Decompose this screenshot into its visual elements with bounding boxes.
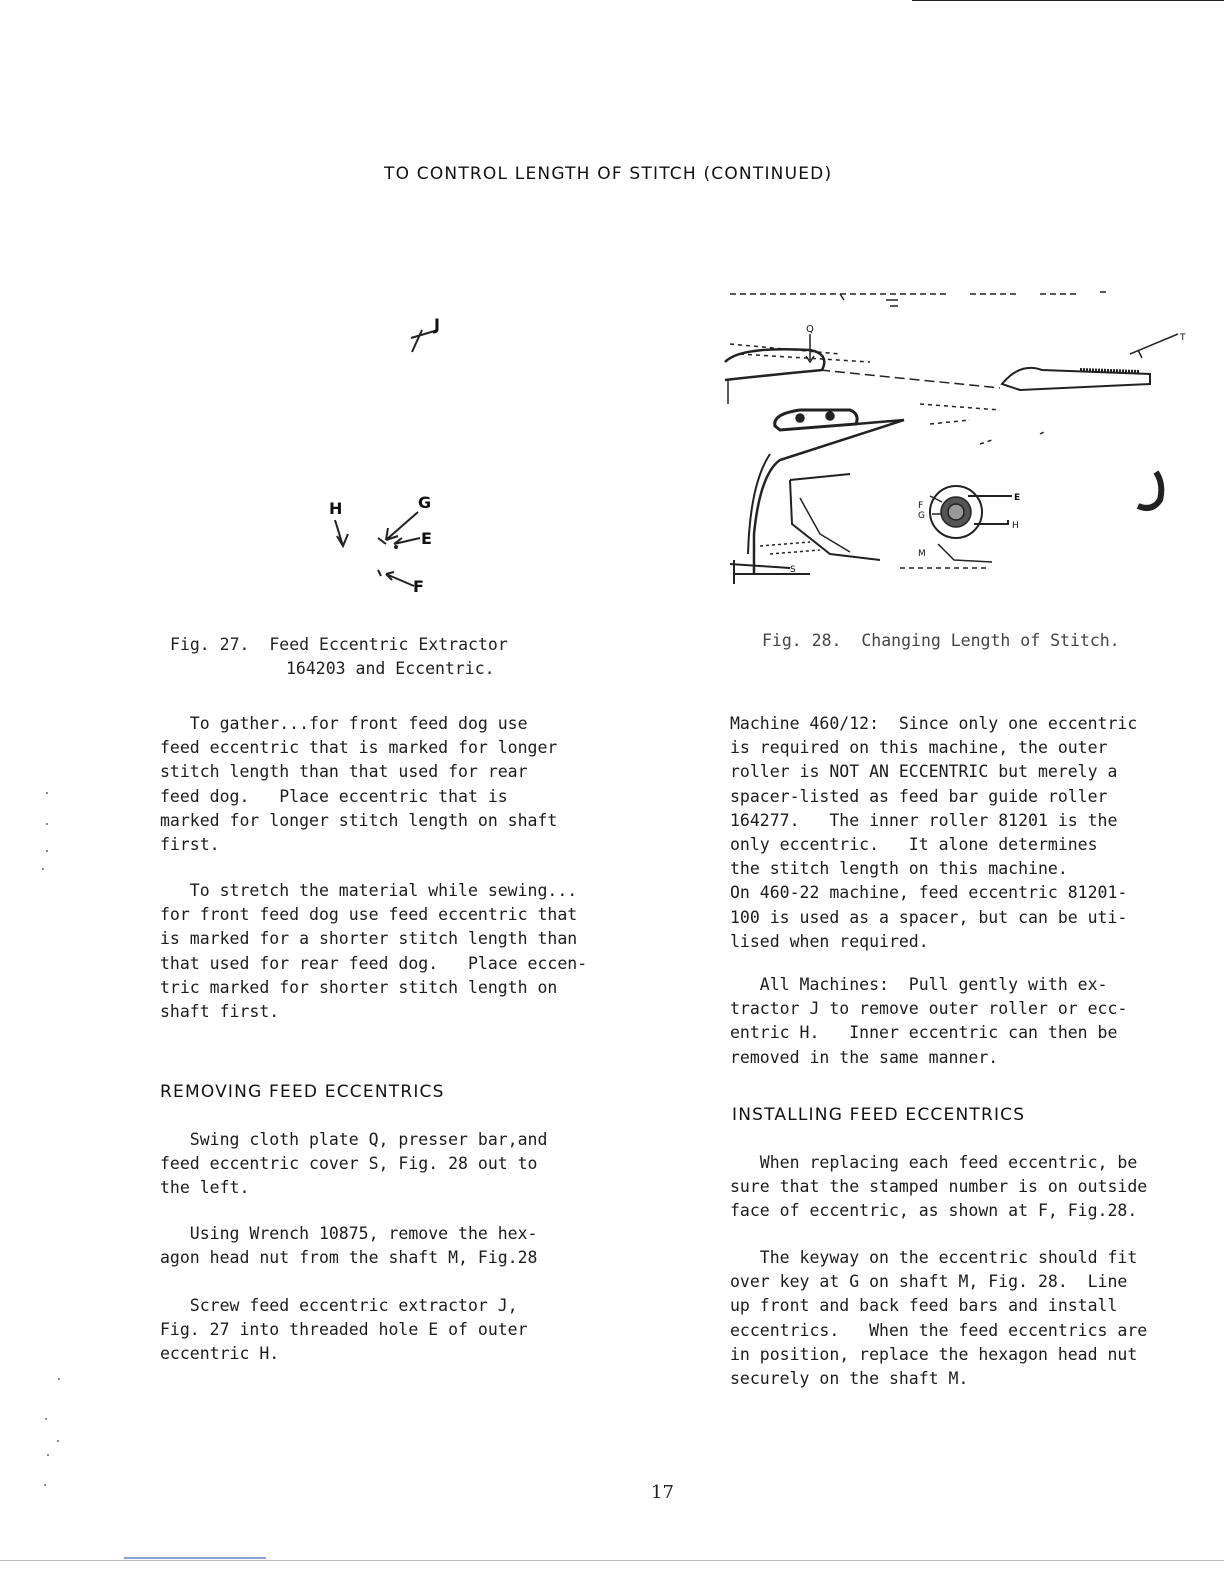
fig27-label-F: F — [413, 577, 424, 596]
fig28-label-H: H — [1012, 521, 1019, 531]
fig28-label-Q: Q — [806, 324, 814, 335]
fig27-drawing — [290, 300, 490, 610]
fig28-drawing — [720, 284, 1190, 594]
bottom-edge-rule — [0, 1560, 1224, 1561]
para-keyway: The keyway on the eccentric should fit over key at G on shaft M, Fig. 28. Line up front and back feed bars and install eccentrics. When the feed eccentrics are in position, replace the hexagon head nut securely on the shaft M. — [730, 1248, 1148, 1389]
fig27-label-H: H — [329, 499, 343, 518]
installing-heading: INSTALLING FEED ECCENTRICS — [732, 1105, 1026, 1125]
removing-heading: REMOVING FEED ECCENTRICS — [160, 1082, 445, 1102]
para-machine: Machine 460/12: Since only one eccentric is required on this machine, the outer roller is NOT AN ECCENTRIC but merely a spacer-listed as feed bar guide roller 164277. The inner roller 81201 is the only eccentric. It alone determines the stitch length on this machine. On 460-22 machine, feed eccentric 81201- 100 is used as a spacer, but can be uti- lised when required. — [730, 714, 1138, 951]
scan-speck — [42, 868, 44, 870]
para-wrench: Using Wrench 10875, remove the hex- agon head nut from the shaft M, Fig.28 — [160, 1224, 538, 1268]
scan-speck — [58, 1378, 60, 1380]
fig27-label-E: E — [421, 529, 432, 548]
fig28-illustration — [720, 284, 1190, 594]
scan-speck — [44, 1484, 46, 1486]
para-replacing: When replacing each feed eccentric, be sure that the stamped number is on outside face of eccentric, as shown at F, Fig.28. — [730, 1153, 1148, 1221]
scan-speck — [46, 792, 48, 794]
fig27-label-G: G — [418, 493, 432, 512]
para-gather: To gather...for front feed dog use feed eccentric that is marked for longer stitch length than that used for rear feed dog. Place eccentric that is marked for longer stitch length on shaft first. — [160, 714, 558, 855]
fig28-caption: Fig. 28. Changing Length of Stitch. — [762, 631, 1120, 650]
fig27-illustration — [290, 300, 490, 610]
fig28-label-F: F — [918, 501, 924, 511]
scan-speck — [46, 823, 48, 825]
fig27-caption-line2: 164203 and Eccentric. — [286, 659, 495, 678]
fig27-label-J: J — [434, 315, 440, 334]
top-edge-rule — [912, 0, 1224, 1]
fig28-label-S: S — [790, 565, 796, 575]
page-number: 17 — [651, 1482, 674, 1503]
fig28-label-M: M — [918, 549, 926, 559]
bottom-blue-mark — [124, 1557, 266, 1559]
scan-speck — [47, 1454, 49, 1456]
para-swing: Swing cloth plate Q, presser bar,and feed eccentric cover S, Fig. 28 out to the left. — [160, 1130, 548, 1198]
fig28-label-E: E — [1014, 493, 1021, 503]
scan-speck — [45, 1418, 47, 1420]
scan-speck — [57, 1440, 59, 1442]
para-all-machines: All Machines: Pull gently with ex- tractor J to remove outer roller or ecc- entric H. Inner eccentric can then be removed in the same manner. — [730, 975, 1128, 1067]
para-screw: Screw feed eccentric extractor J, Fig. 27 into threaded hole E of outer eccentric H. — [160, 1296, 528, 1364]
scan-speck — [46, 850, 48, 852]
fig28-label-T: T — [1180, 333, 1186, 343]
fig28-label-G: G — [918, 511, 925, 521]
page-title: TO CONTROL LENGTH OF STITCH (CONTINUED) — [384, 164, 833, 184]
para-stretch: To stretch the material while sewing... for front feed dog use feed eccentric that is marked for a shorter stitch length than that used for rear feed dog. Place eccen- tric marked for shorter stitch length on shaft first. — [160, 881, 588, 1022]
fig27-caption-line1: Fig. 27. Feed Eccentric Extractor — [170, 635, 508, 654]
